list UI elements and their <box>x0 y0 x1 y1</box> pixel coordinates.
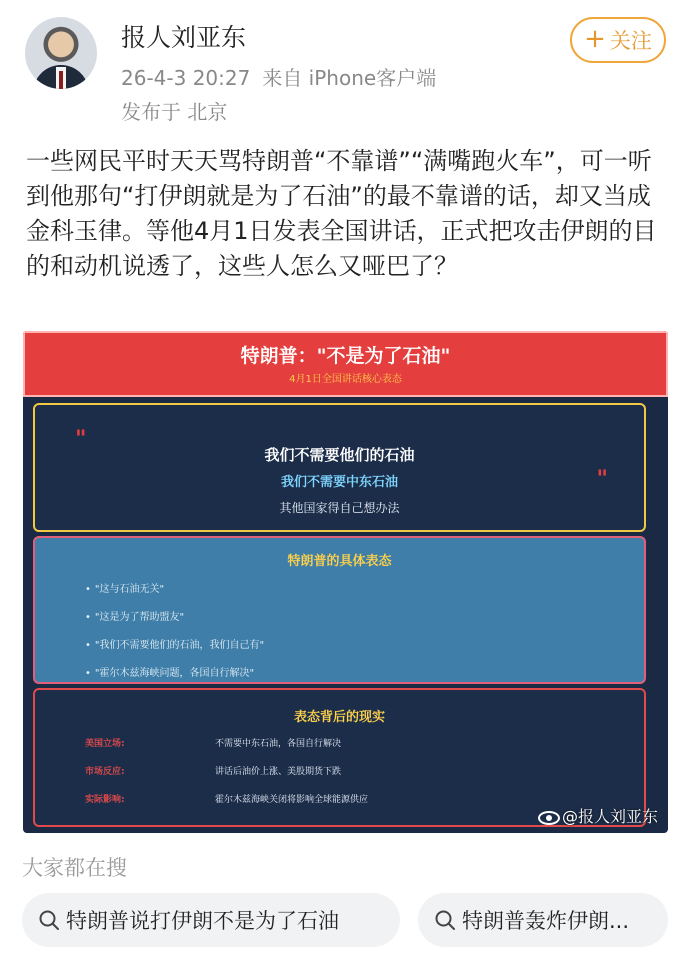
search-icon <box>38 909 60 931</box>
author-name[interactable]: 报人刘亚东 <box>121 23 247 52</box>
quote-close-icon: " <box>596 467 608 492</box>
list-item: • "霍尔木兹海峡问题，各国自行解决" <box>85 664 264 692</box>
avatar[interactable] <box>25 17 97 89</box>
avatar-tie <box>59 71 63 89</box>
search-chip[interactable] <box>22 893 400 947</box>
statements-list <box>85 580 264 692</box>
weibo-logo-icon <box>538 811 560 825</box>
post-body: 一些网民平时天天骂特朗普“不靠谱”“满嘴跑火车”，可一听到他那句“打伊朗就是为了石油”的最不靠谱的话，却又当成金科玉律。等他4月1日发表全国讲话，正式把攻击伊朗的目的和动机说透了，这些人怎么又哑巴了？ <box>26 147 657 280</box>
post-source: 来自 iPhone客户端 <box>262 66 437 90</box>
follow-button[interactable] <box>570 17 666 63</box>
post-timestamp: 26-4-3 20:27 <box>121 66 251 90</box>
plus-icon: + <box>584 23 606 54</box>
quote-line-1: 我们不需要他们的石油 <box>264 446 415 464</box>
reality-key: 实际影响: <box>85 795 125 805</box>
quote-line-2: 我们不需要中东石油 <box>280 475 398 490</box>
reality-value: 讲话后油价上涨、美股期货下跌 <box>215 767 342 777</box>
image-subtitle: 4月1日全国讲话核心表态 <box>289 374 402 385</box>
list-item: • "这是为了帮助盟友" <box>85 608 264 636</box>
reality-row <box>85 736 341 749</box>
reality-key: 市场反应: <box>85 767 125 777</box>
trending-search-heading: 大家都在搜 <box>22 856 127 880</box>
reality-value: 不需要中东石油，各国自行解决 <box>215 739 342 749</box>
follow-label: 关注 <box>609 29 652 53</box>
post-meta <box>121 62 436 91</box>
post-image[interactable] <box>23 331 668 833</box>
list-item: • "这与石油无关" <box>85 580 264 608</box>
search-icon <box>434 909 456 931</box>
weibo-watermark <box>538 804 658 827</box>
quote-open-icon: " <box>75 427 87 452</box>
reality-row <box>85 764 341 777</box>
reality-key: 美国立场: <box>85 739 125 749</box>
search-chip-label: 特朗普说打伊朗不是为了石油 <box>66 909 339 933</box>
post-header <box>0 0 690 130</box>
watermark-text: @报人刘亚东 <box>561 807 658 826</box>
quote-box <box>33 403 646 532</box>
reality-row <box>85 792 368 805</box>
image-title: 特朗普："不是为了石油" <box>240 345 451 367</box>
statements-box <box>33 536 646 684</box>
search-chip[interactable] <box>418 893 668 947</box>
list-item: • "我们不需要他们的石油，我们自己有" <box>85 636 264 664</box>
reality-title: 表态背后的现实 <box>293 710 385 725</box>
search-chip-label: 特朗普轰炸伊朗... <box>462 909 630 933</box>
post-location: 发布于 北京 <box>121 100 228 124</box>
statements-title: 特朗普的具体表态 <box>287 554 392 569</box>
quote-line-3: 其他国家得自己想办法 <box>279 501 400 515</box>
reality-value: 霍尔木兹海峡关闭将影响全球能源供应 <box>215 795 369 805</box>
